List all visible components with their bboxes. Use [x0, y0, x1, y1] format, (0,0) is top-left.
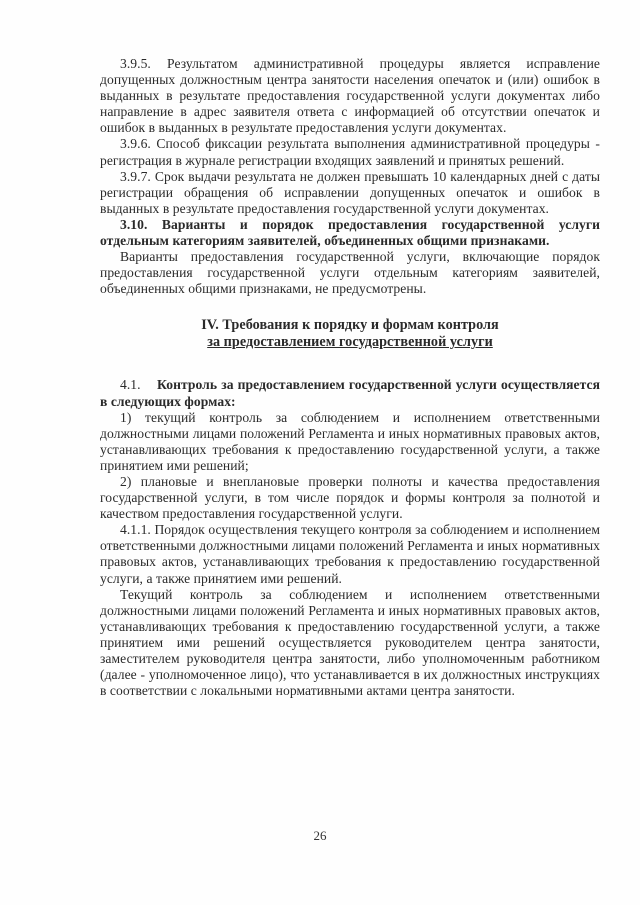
- document-body: [100, 56, 600, 699]
- paragraph-4-1-1: 4.1.1. Порядок осуществления текущего контроля за соблюдением и исполнением ответственными должностными лицами положений Регламента и иных нормативных правовых актов, устанавливающих требования к предоставлению государственной услуги, а также принятием ими решений.: [100, 522, 600, 586]
- paragraph-3-9-7: 3.9.7. Срок выдачи результата не должен превышать 10 календарных дней с даты регистрации обращения об исправлении допущенных опечаток и ошибок в выданных в результате предоставления государственной услуги документах.: [100, 168, 600, 216]
- paragraph-4-1-item-1: 1) текущий контроль за соблюдением и исполнением ответственными должностными лицами положений Регламента и иных нормативных правовых актов, устанавливающих требования к предоставлению государственной услуги, а также принятием ими решений;: [100, 409, 600, 473]
- paragraph-3-9-6: 3.9.6. Способ фиксации результата выполнения административной процедуры - регистрация в журнале регистрации входящих заявлений и принятых решений.: [100, 136, 600, 168]
- chapter-heading-line-2: за предоставлением государственной услуги: [207, 334, 493, 351]
- section-heading-3-10: 3.10. Варианты и порядок предоставления государственной услуги отдельным категориям заявителей, объединенных общими признаками.: [100, 216, 600, 249]
- chapter-heading-iv: [100, 317, 600, 351]
- paragraph-4-1: [100, 377, 600, 409]
- paragraph-4-1-heading: Контроль за предоставлением государственной услуги осуществляется в следующих формах:: [100, 377, 600, 409]
- page-number: 26: [313, 828, 327, 843]
- chapter-heading-line-1: IV. Требования к порядку и формам контроля: [201, 317, 499, 334]
- paragraph-4-1-item-2: 2) плановые и внеплановые проверки полноты и качества предоставления государственной услуги, в том числе порядок и формы контроля за полнотой и качеством предоставления государственной услуги.: [100, 473, 600, 522]
- paragraph-current-control: Текущий контроль за соблюдением и исполнением ответственными должностными лицами положений Регламента и иных нормативных правовых актов, устанавливающих требования к предоставлению государственной услуги, а также принятием ими решений осуществляется руководителем центра занятости, заместителем руководителя центра занятости, либо уполномоченным работником (далее - уполномоченное лицо), что устанавливается в их должностных инструкциях в соответствии с локальными нормативными актами центра занятости.: [100, 586, 600, 699]
- paragraph-3-9-5: 3.9.5. Результатом административной процедуры является исправление допущенных должностным центра занятости населения опечаток и (или) ошибок в выданных в результате предоставления государственной услуги документах либо направление в адрес заявителя ответа с информацией об отсутствии опечаток и ошибок в выданных в результате предоставления услуги документах.: [100, 56, 600, 136]
- paragraph-4-1-number: 4.1.: [120, 377, 141, 393]
- paragraph-3-10-body: Варианты предоставления государственной услуги, включающие порядок предоставления государственной услуги отдельным категориям заявителей, объединенных общими признаками, не предусмотрены.: [100, 249, 600, 297]
